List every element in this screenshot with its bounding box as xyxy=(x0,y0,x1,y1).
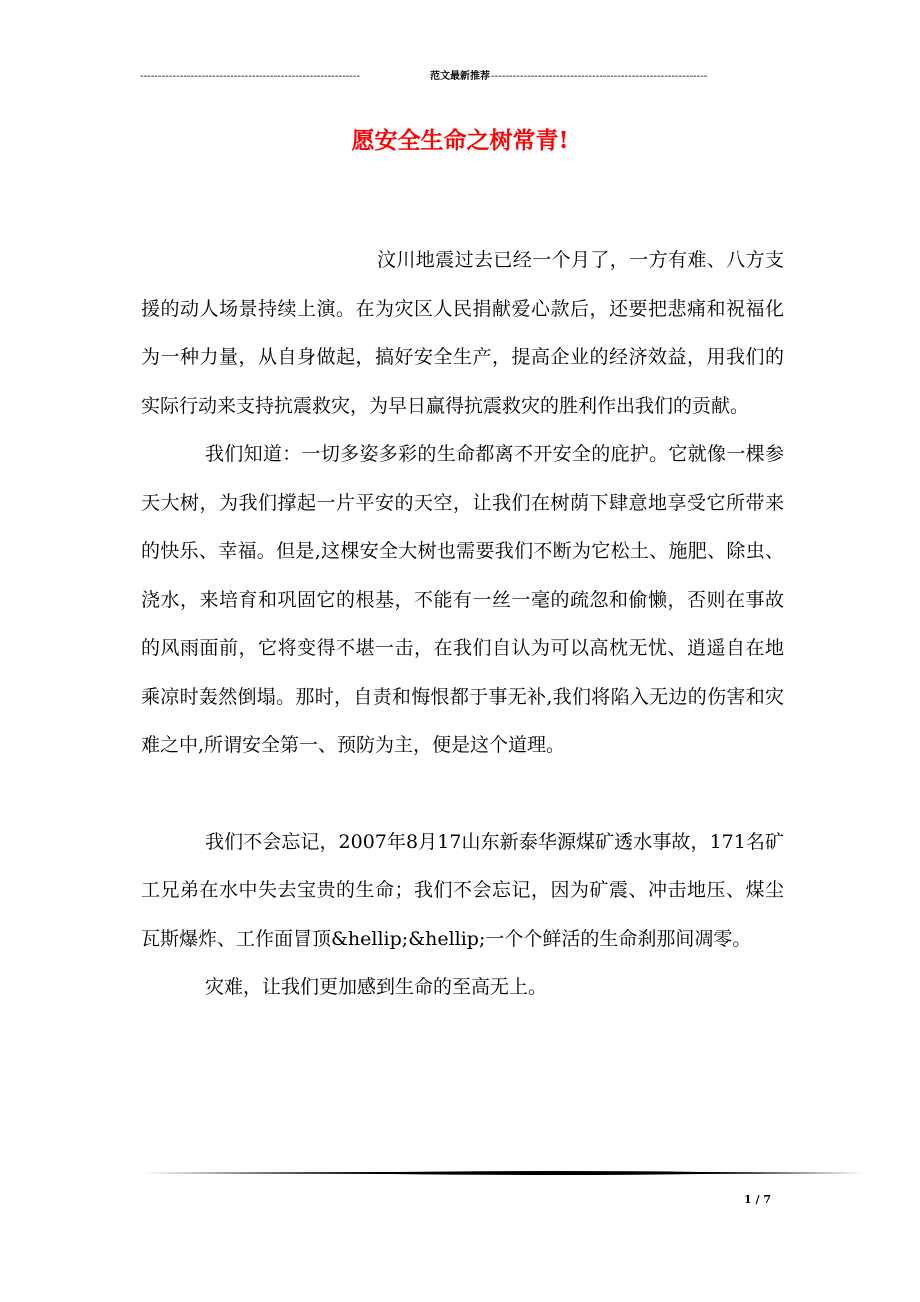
paragraph-1: 汶川地震过去已经一个月了，一方有难、八方支援的动人场景持续上演。在为灾区人民捐献爱心款后，还要把悲痛和祝福化为一种力量，从自身做起，搞好安全生产，提高企业的经济效益，用我们的实际行动来支持抗震救灾，为早日赢得抗震救灾的胜利作出我们的贡献。 xyxy=(141,249,784,417)
paragraph-3: 我们不会忘记，2007年8月17山东新泰华源煤矿透水事故，171名矿工兄弟在水中失去宝贵的生命；我们不会忘记，因为矿震、冲击地压、煤尘瓦斯爆炸、工作面冒顶&hellip;&hellip;一个个鲜活的生命刹那间凋零。 xyxy=(141,830,784,950)
paragraph-4: 灾难，让我们更加感到生命的至高无上。 xyxy=(205,976,548,998)
header-left-dashes: ------------------------------------------------------------- xyxy=(140,71,361,82)
header-label: 范文最新推荐 xyxy=(430,71,490,82)
running-header xyxy=(140,70,780,84)
header-right-dashes: ------------------------------------------------------------ xyxy=(491,71,708,82)
page-number: 1 / 7 xyxy=(744,1193,771,1206)
footer-divider xyxy=(142,1170,864,1176)
paragraph-2: 我们知道：一切多姿多彩的生命都离不开安全的庇护。它就像一棵参天大树，为我们撑起一片平安的天空，让我们在树荫下肆意地享受它所带来的快乐、幸福。但是,这棵安全大树也需要我们不断为它松土、施肥、除虫、浇水，来培育和巩固它的根基，不能有一丝一毫的疏忽和偷懒，否则在事故的风雨面前，它将变得不堪一击，在我们自认为可以高枕无忧、逍遥自在地乘凉时轰然倒塌。那时，自责和悔恨都于事无补,我们将陷入无边的伤害和灾难之中,所谓安全第一、预防为主，便是这个道理。 xyxy=(141,443,784,756)
paragraph-spacer xyxy=(141,770,784,818)
document-title: 愿安全生命之树常青! xyxy=(351,127,569,154)
document-body xyxy=(141,236,784,1012)
